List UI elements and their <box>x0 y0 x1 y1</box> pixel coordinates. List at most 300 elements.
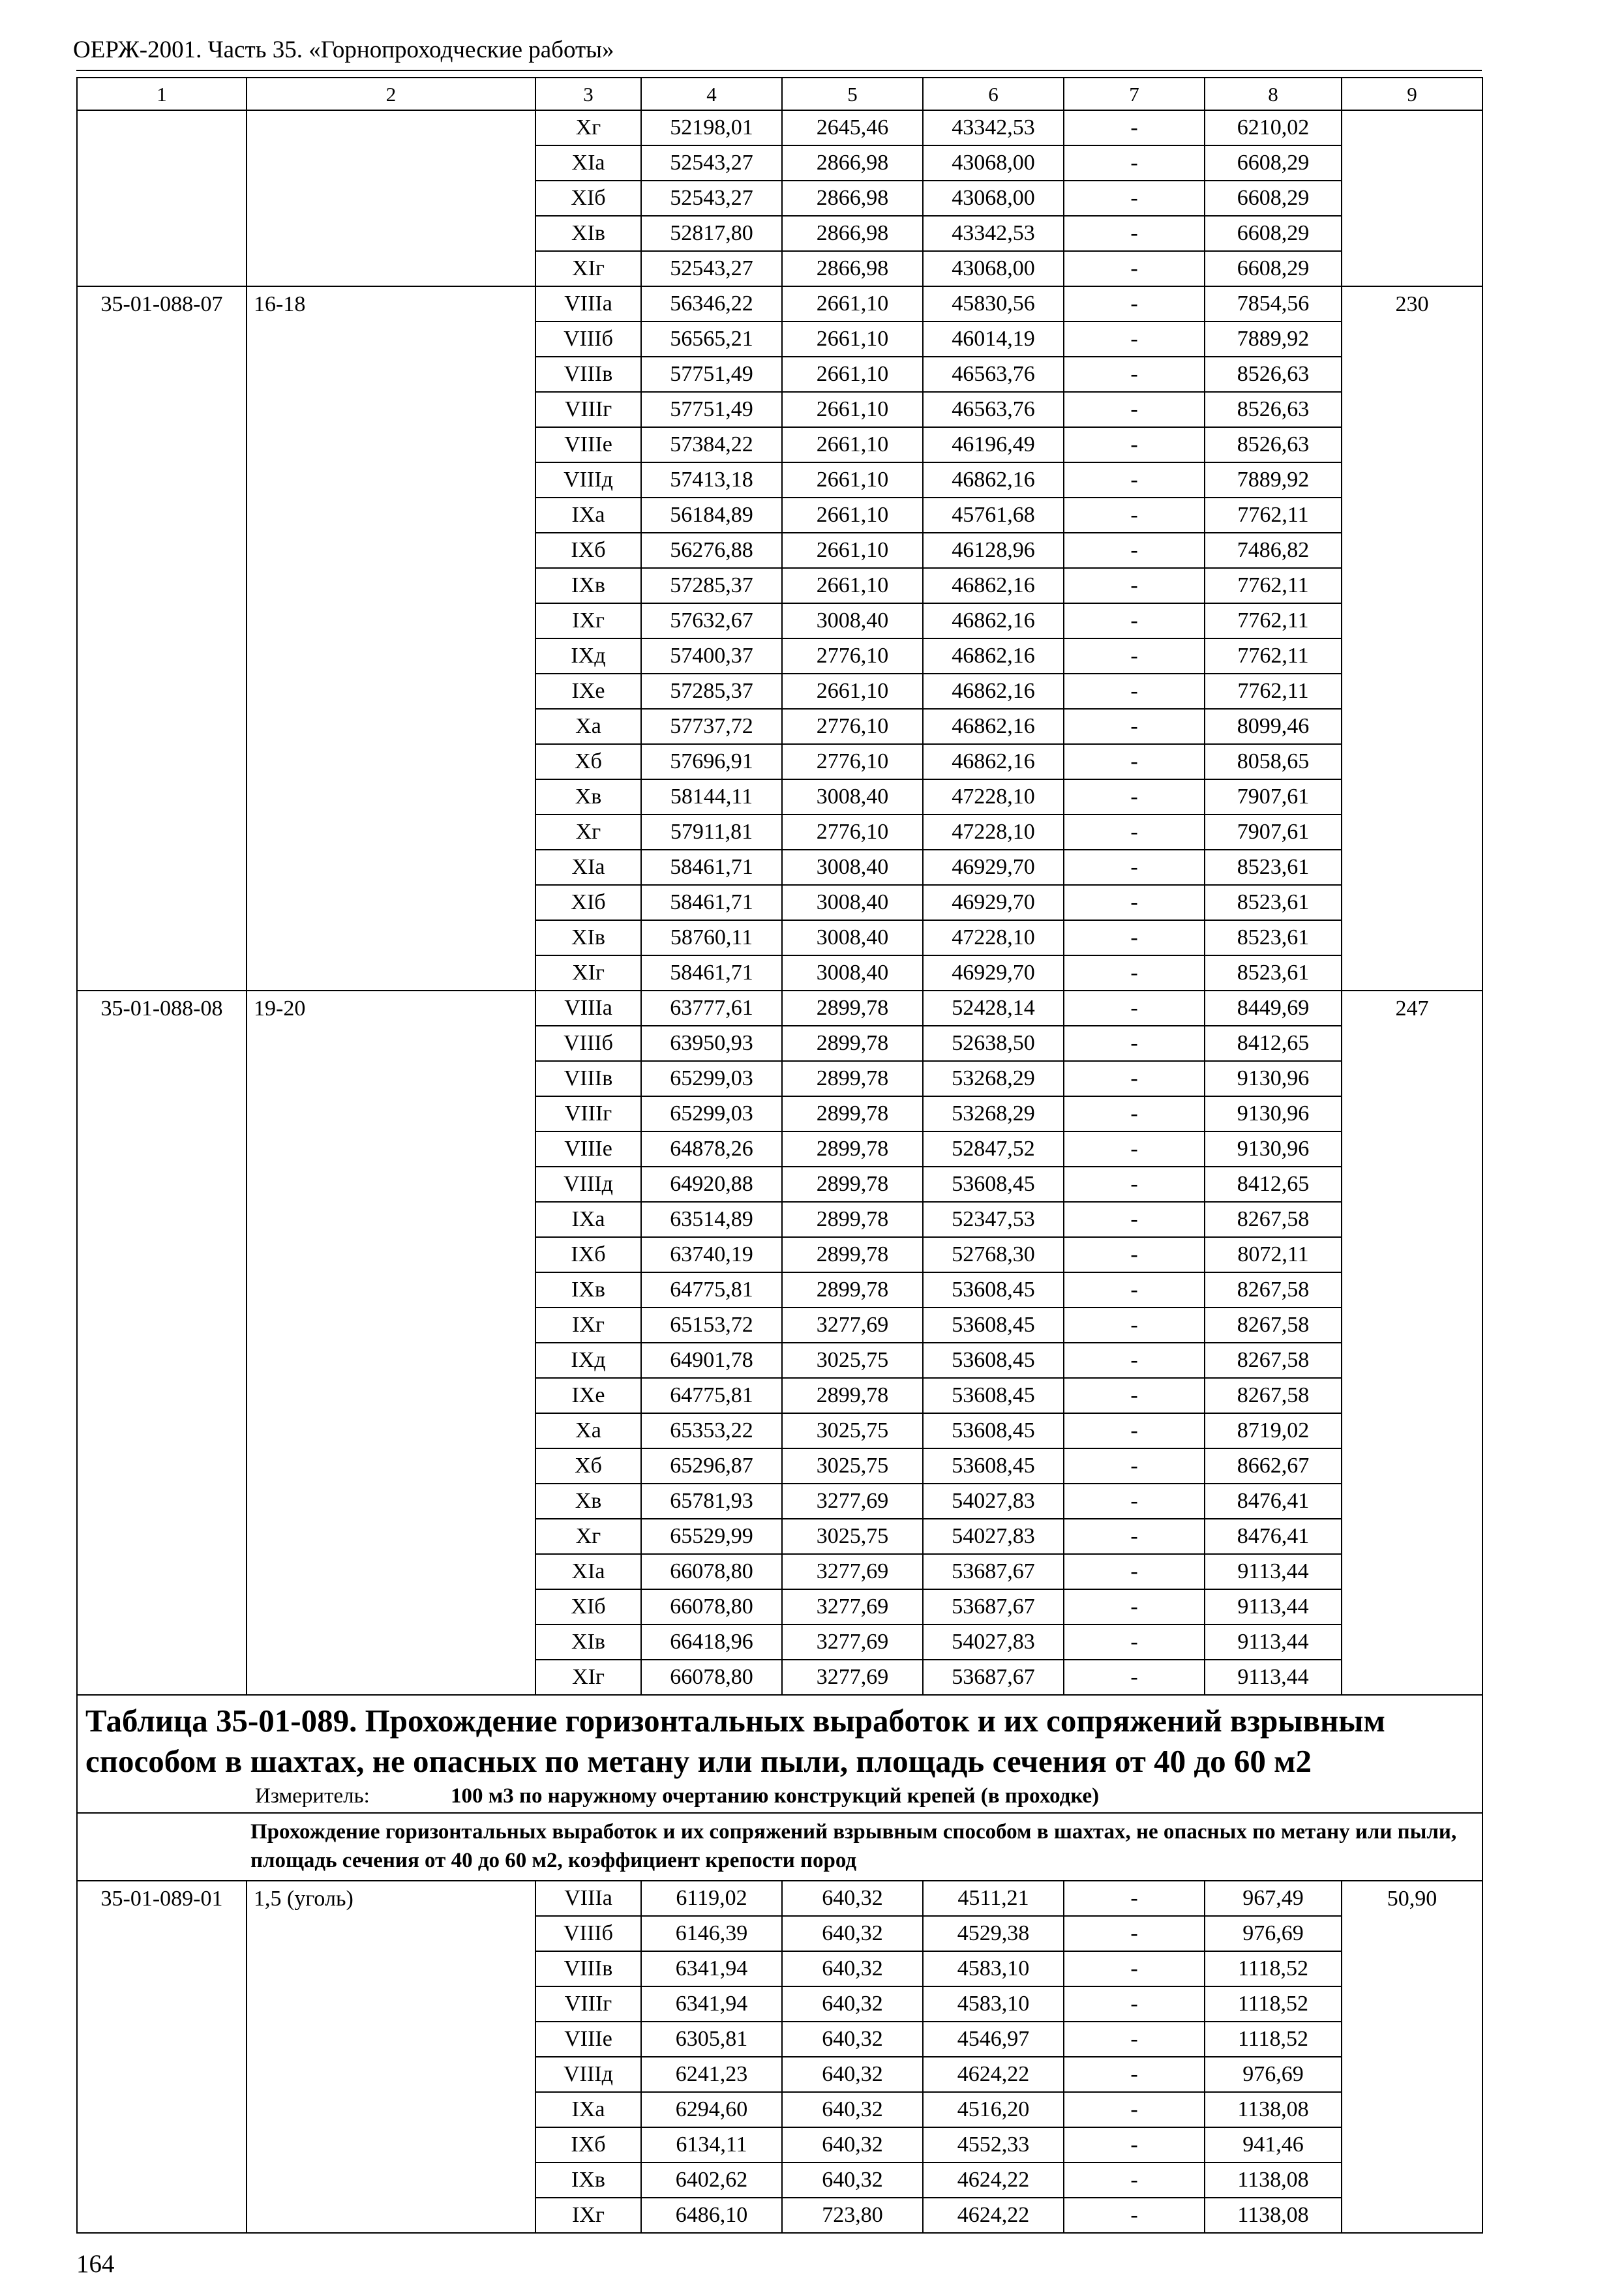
materials-cell: 976,69 <box>1205 2057 1342 2092</box>
materials-cell: 8662,67 <box>1205 1448 1342 1484</box>
wages-cell: 3277,69 <box>782 1484 923 1519</box>
labor-cost <box>1342 110 1482 286</box>
driver-wages-cell: - <box>1064 1484 1205 1519</box>
materials-cell: 8476,41 <box>1205 1484 1342 1519</box>
driver-wages-cell: - <box>1064 991 1205 1026</box>
total-cost-cell: 65781,93 <box>641 1484 782 1519</box>
wages-cell: 3277,69 <box>782 1660 923 1695</box>
wages-cell: 2899,78 <box>782 1061 923 1096</box>
total-cost-cell: 58461,71 <box>641 955 782 991</box>
driver-wages-cell: - <box>1064 638 1205 674</box>
machines-cell: 53608,45 <box>923 1272 1064 1308</box>
rate-code <box>77 110 247 286</box>
driver-wages-cell: - <box>1064 709 1205 744</box>
materials-cell: 8412,65 <box>1205 1026 1342 1061</box>
materials-cell: 8267,58 <box>1205 1308 1342 1343</box>
region-cell: IXб <box>535 2127 641 2162</box>
rock-hardness: 1,5 (уголь) <box>247 1881 535 2233</box>
region-cell: XIг <box>535 955 641 991</box>
table-row <box>77 110 1482 145</box>
region-cell: IXв <box>535 568 641 603</box>
region-cell: VIIIб <box>535 1916 641 1951</box>
machines-cell: 54027,83 <box>923 1624 1064 1660</box>
region-cell: XIа <box>535 1554 641 1589</box>
materials-cell: 9130,96 <box>1205 1061 1342 1096</box>
wages-cell: 640,32 <box>782 2127 923 2162</box>
column-number: 9 <box>1342 78 1482 110</box>
materials-cell: 941,46 <box>1205 2127 1342 2162</box>
driver-wages-cell: - <box>1064 1378 1205 1413</box>
column-number: 1 <box>77 78 247 110</box>
driver-wages-cell: - <box>1064 392 1205 427</box>
machines-cell: 45830,56 <box>923 286 1064 322</box>
machines-cell: 46862,16 <box>923 462 1064 498</box>
region-cell: Xг <box>535 110 641 145</box>
materials-cell: 8267,58 <box>1205 1272 1342 1308</box>
materials-cell: 7762,11 <box>1205 638 1342 674</box>
materials-cell: 1138,08 <box>1205 2162 1342 2198</box>
machines-cell: 54027,83 <box>923 1484 1064 1519</box>
region-cell: IXе <box>535 1378 641 1413</box>
total-cost-cell: 6341,94 <box>641 1986 782 2022</box>
wages-cell: 2661,10 <box>782 533 923 568</box>
machines-cell: 46563,76 <box>923 392 1064 427</box>
materials-cell: 7762,11 <box>1205 498 1342 533</box>
machines-cell: 43342,53 <box>923 110 1064 145</box>
materials-cell: 7907,61 <box>1205 815 1342 850</box>
labor-cost: 247 <box>1342 991 1482 1695</box>
table-title-cell <box>77 1695 1482 1813</box>
wages-cell: 3025,75 <box>782 1448 923 1484</box>
driver-wages-cell: - <box>1064 1881 1205 1916</box>
materials-cell: 8523,61 <box>1205 920 1342 955</box>
driver-wages-cell: - <box>1064 920 1205 955</box>
header-rule <box>76 70 1482 71</box>
total-cost-cell: 66078,80 <box>641 1660 782 1695</box>
materials-cell: 976,69 <box>1205 1916 1342 1951</box>
machines-cell: 46862,16 <box>923 603 1064 638</box>
driver-wages-cell: - <box>1064 2022 1205 2057</box>
region-cell: VIIIе <box>535 427 641 462</box>
meter-value: 100 м3 по наружному очертанию конструкций крепей (в проходке) <box>451 1784 1100 1808</box>
machines-cell: 45761,68 <box>923 498 1064 533</box>
page-number: 164 <box>76 2250 115 2278</box>
machines-cell: 53608,45 <box>923 1413 1064 1448</box>
materials-cell: 8267,58 <box>1205 1202 1342 1237</box>
driver-wages-cell: - <box>1064 2127 1205 2162</box>
machines-cell: 43068,00 <box>923 181 1064 216</box>
driver-wages-cell: - <box>1064 1554 1205 1589</box>
machines-cell: 53687,67 <box>923 1589 1064 1624</box>
column-number: 5 <box>782 78 923 110</box>
machines-cell: 46862,16 <box>923 638 1064 674</box>
total-cost-cell: 58461,71 <box>641 885 782 920</box>
driver-wages-cell: - <box>1064 1660 1205 1695</box>
materials-cell: 8523,61 <box>1205 885 1342 920</box>
total-cost-cell: 57413,18 <box>641 462 782 498</box>
materials-cell: 7907,61 <box>1205 779 1342 815</box>
materials-cell: 1118,52 <box>1205 1986 1342 2022</box>
wages-cell: 640,32 <box>782 1881 923 1916</box>
region-cell: VIIIг <box>535 1096 641 1131</box>
machines-cell: 46014,19 <box>923 322 1064 357</box>
materials-cell: 8412,65 <box>1205 1167 1342 1202</box>
wages-cell: 3277,69 <box>782 1589 923 1624</box>
region-cell: XIб <box>535 885 641 920</box>
region-cell: XIв <box>535 216 641 251</box>
column-number: 7 <box>1064 78 1205 110</box>
driver-wages-cell: - <box>1064 1026 1205 1061</box>
wages-cell: 2866,98 <box>782 145 923 181</box>
column-number: 6 <box>923 78 1064 110</box>
total-cost-cell: 65299,03 <box>641 1061 782 1096</box>
wages-cell: 2866,98 <box>782 216 923 251</box>
region-cell: VIIIб <box>535 1026 641 1061</box>
machines-cell: 53608,45 <box>923 1378 1064 1413</box>
machines-cell: 46128,96 <box>923 533 1064 568</box>
total-cost-cell: 64920,88 <box>641 1167 782 1202</box>
table-description: Прохождение горизонтальных выработок и их сопряжений взрывным способом в шахтах, не опасных по метану или пыли, площадь сечения от 40 до 60 м2, коэффициент крепости пород <box>77 1813 1482 1881</box>
total-cost-cell: 58144,11 <box>641 779 782 815</box>
region-cell: VIIIг <box>535 1986 641 2022</box>
materials-cell: 8449,69 <box>1205 991 1342 1026</box>
driver-wages-cell: - <box>1064 1413 1205 1448</box>
total-cost-cell: 6146,39 <box>641 1916 782 1951</box>
column-number: 4 <box>641 78 782 110</box>
region-cell: VIIIа <box>535 1881 641 1916</box>
machines-cell: 54027,83 <box>923 1519 1064 1554</box>
table-row <box>77 991 1482 1026</box>
rate-code: 35-01-089-01 <box>77 1881 247 2233</box>
wages-cell: 3025,75 <box>782 1413 923 1448</box>
total-cost-cell: 6134,11 <box>641 2127 782 2162</box>
region-cell: Xб <box>535 744 641 779</box>
materials-cell: 6210,02 <box>1205 110 1342 145</box>
total-cost-cell: 64878,26 <box>641 1131 782 1167</box>
wages-cell: 3008,40 <box>782 603 923 638</box>
driver-wages-cell: - <box>1064 850 1205 885</box>
materials-cell: 1138,08 <box>1205 2198 1342 2233</box>
wages-cell: 2661,10 <box>782 286 923 322</box>
materials-cell: 8523,61 <box>1205 850 1342 885</box>
materials-cell: 8526,63 <box>1205 357 1342 392</box>
materials-cell: 1118,52 <box>1205 2022 1342 2057</box>
total-cost-cell: 57737,72 <box>641 709 782 744</box>
region-cell: VIIIг <box>535 392 641 427</box>
rock-hardness: 16-18 <box>247 286 535 991</box>
materials-cell: 8267,58 <box>1205 1378 1342 1413</box>
region-cell: IXв <box>535 2162 641 2198</box>
materials-cell: 6608,29 <box>1205 216 1342 251</box>
materials-cell: 9113,44 <box>1205 1624 1342 1660</box>
driver-wages-cell: - <box>1064 1308 1205 1343</box>
wages-cell: 2899,78 <box>782 1131 923 1167</box>
wages-cell: 2899,78 <box>782 1237 923 1272</box>
driver-wages-cell: - <box>1064 1519 1205 1554</box>
wages-cell: 2776,10 <box>782 709 923 744</box>
materials-cell: 8526,63 <box>1205 392 1342 427</box>
rates-table <box>76 77 1483 2234</box>
driver-wages-cell: - <box>1064 1202 1205 1237</box>
driver-wages-cell: - <box>1064 885 1205 920</box>
region-cell: XIа <box>535 145 641 181</box>
machines-cell: 4624,22 <box>923 2198 1064 2233</box>
wages-cell: 2899,78 <box>782 1272 923 1308</box>
machines-cell: 53608,45 <box>923 1167 1064 1202</box>
machines-cell: 46862,16 <box>923 674 1064 709</box>
wages-cell: 2661,10 <box>782 427 923 462</box>
materials-cell: 9130,96 <box>1205 1131 1342 1167</box>
total-cost-cell: 6486,10 <box>641 2198 782 2233</box>
driver-wages-cell: - <box>1064 815 1205 850</box>
region-cell: XIг <box>535 1660 641 1695</box>
driver-wages-cell: - <box>1064 181 1205 216</box>
region-cell: VIIIе <box>535 2022 641 2057</box>
materials-cell: 7762,11 <box>1205 674 1342 709</box>
materials-cell: 6608,29 <box>1205 251 1342 286</box>
wages-cell: 2661,10 <box>782 462 923 498</box>
total-cost-cell: 63777,61 <box>641 991 782 1026</box>
region-cell: IXд <box>535 1343 641 1378</box>
total-cost-cell: 65529,99 <box>641 1519 782 1554</box>
total-cost-cell: 6305,81 <box>641 2022 782 2057</box>
region-cell: Xа <box>535 1413 641 1448</box>
table-row <box>77 1881 1482 1916</box>
machines-cell: 4624,22 <box>923 2162 1064 2198</box>
driver-wages-cell: - <box>1064 357 1205 392</box>
total-cost-cell: 63950,93 <box>641 1026 782 1061</box>
machines-cell: 43068,00 <box>923 145 1064 181</box>
table-description-row <box>77 1813 1482 1881</box>
driver-wages-cell: - <box>1064 1448 1205 1484</box>
materials-cell: 7762,11 <box>1205 568 1342 603</box>
total-cost-cell: 65353,22 <box>641 1413 782 1448</box>
machines-cell: 4583,10 <box>923 1986 1064 2022</box>
wages-cell: 2661,10 <box>782 674 923 709</box>
region-cell: IXа <box>535 498 641 533</box>
driver-wages-cell: - <box>1064 533 1205 568</box>
wages-cell: 640,32 <box>782 2057 923 2092</box>
machines-cell: 46929,70 <box>923 955 1064 991</box>
column-number: 8 <box>1205 78 1342 110</box>
driver-wages-cell: - <box>1064 1061 1205 1096</box>
region-cell: XIв <box>535 920 641 955</box>
driver-wages-cell: - <box>1064 1916 1205 1951</box>
machines-cell: 46862,16 <box>923 744 1064 779</box>
machines-cell: 53687,67 <box>923 1660 1064 1695</box>
driver-wages-cell: - <box>1064 955 1205 991</box>
machines-cell: 53608,45 <box>923 1448 1064 1484</box>
driver-wages-cell: - <box>1064 2162 1205 2198</box>
driver-wages-cell: - <box>1064 744 1205 779</box>
wages-cell: 3008,40 <box>782 885 923 920</box>
wages-cell: 3008,40 <box>782 850 923 885</box>
machines-cell: 46563,76 <box>923 357 1064 392</box>
wages-cell: 640,32 <box>782 1916 923 1951</box>
region-cell: Xг <box>535 1519 641 1554</box>
wages-cell: 3025,75 <box>782 1519 923 1554</box>
wages-cell: 640,32 <box>782 2092 923 2127</box>
total-cost-cell: 58461,71 <box>641 850 782 885</box>
wages-cell: 2776,10 <box>782 744 923 779</box>
total-cost-cell: 57751,49 <box>641 357 782 392</box>
region-cell: IXд <box>535 638 641 674</box>
machines-cell: 46862,16 <box>923 568 1064 603</box>
machines-cell: 52847,52 <box>923 1131 1064 1167</box>
total-cost-cell: 56346,22 <box>641 286 782 322</box>
meter-label: Измеритель: <box>255 1784 370 1808</box>
materials-cell: 8099,46 <box>1205 709 1342 744</box>
wages-cell: 2661,10 <box>782 357 923 392</box>
wages-cell: 2866,98 <box>782 251 923 286</box>
region-cell: IXб <box>535 1237 641 1272</box>
wages-cell: 2661,10 <box>782 392 923 427</box>
total-cost-cell: 57285,37 <box>641 674 782 709</box>
driver-wages-cell: - <box>1064 1624 1205 1660</box>
materials-cell: 967,49 <box>1205 1881 1342 1916</box>
wages-cell: 2899,78 <box>782 1167 923 1202</box>
region-cell: Xа <box>535 709 641 744</box>
table-title: Таблица 35-01-089. Прохождение горизонтальных выработок и их сопряжений взрывным способом в шахтах, не опасных по метану или пыли, площадь сечения от 40 до 60 м2 <box>85 1703 1385 1779</box>
driver-wages-cell: - <box>1064 2092 1205 2127</box>
total-cost-cell: 66418,96 <box>641 1624 782 1660</box>
wages-cell: 640,32 <box>782 2022 923 2057</box>
wages-cell: 2776,10 <box>782 815 923 850</box>
rate-code: 35-01-088-07 <box>77 286 247 991</box>
materials-cell: 9113,44 <box>1205 1589 1342 1624</box>
total-cost-cell: 64775,81 <box>641 1378 782 1413</box>
total-cost-cell: 52198,01 <box>641 110 782 145</box>
wages-cell: 2899,78 <box>782 1096 923 1131</box>
machines-cell: 4624,22 <box>923 2057 1064 2092</box>
total-cost-cell: 56565,21 <box>641 322 782 357</box>
machines-cell: 4516,20 <box>923 2092 1064 2127</box>
materials-cell: 8072,11 <box>1205 1237 1342 1272</box>
materials-cell: 1138,08 <box>1205 2092 1342 2127</box>
driver-wages-cell: - <box>1064 674 1205 709</box>
region-cell: XIа <box>535 850 641 885</box>
machines-cell: 4546,97 <box>923 2022 1064 2057</box>
machines-cell: 47228,10 <box>923 779 1064 815</box>
labor-cost: 230 <box>1342 286 1482 991</box>
rock-hardness <box>247 110 535 286</box>
total-cost-cell: 65299,03 <box>641 1096 782 1131</box>
driver-wages-cell: - <box>1064 1951 1205 1986</box>
region-cell: XIб <box>535 181 641 216</box>
machines-cell: 53608,45 <box>923 1308 1064 1343</box>
total-cost-cell: 52817,80 <box>641 216 782 251</box>
labor-cost: 50,90 <box>1342 1881 1482 2233</box>
machines-cell: 52768,30 <box>923 1237 1064 1272</box>
machines-cell: 43068,00 <box>923 251 1064 286</box>
wages-cell: 3277,69 <box>782 1554 923 1589</box>
rate-code: 35-01-088-08 <box>77 991 247 1695</box>
region-cell: IXе <box>535 674 641 709</box>
wages-cell: 640,32 <box>782 2162 923 2198</box>
driver-wages-cell: - <box>1064 568 1205 603</box>
region-cell: VIIIе <box>535 1131 641 1167</box>
machines-cell: 46929,70 <box>923 850 1064 885</box>
wages-cell: 2899,78 <box>782 991 923 1026</box>
machines-cell: 46196,49 <box>923 427 1064 462</box>
region-cell: VIIIв <box>535 1061 641 1096</box>
machines-cell: 4583,10 <box>923 1951 1064 1986</box>
running-header: ОЕРЖ-2001. Часть 35. «Горнопроходческие работы» <box>73 37 614 63</box>
total-cost-cell: 66078,80 <box>641 1589 782 1624</box>
region-cell: XIб <box>535 1589 641 1624</box>
total-cost-cell: 57384,22 <box>641 427 782 462</box>
wages-cell: 2899,78 <box>782 1202 923 1237</box>
total-cost-cell: 6341,94 <box>641 1951 782 1986</box>
region-cell: IXв <box>535 1272 641 1308</box>
total-cost-cell: 65296,87 <box>641 1448 782 1484</box>
wages-cell: 2661,10 <box>782 498 923 533</box>
wages-cell: 3008,40 <box>782 920 923 955</box>
total-cost-cell: 52543,27 <box>641 251 782 286</box>
wages-cell: 3025,75 <box>782 1343 923 1378</box>
driver-wages-cell: - <box>1064 2057 1205 2092</box>
materials-cell: 1118,52 <box>1205 1951 1342 1986</box>
materials-cell: 7889,92 <box>1205 322 1342 357</box>
region-cell: IXг <box>535 603 641 638</box>
materials-cell: 8719,02 <box>1205 1413 1342 1448</box>
driver-wages-cell: - <box>1064 462 1205 498</box>
total-cost-cell: 57632,67 <box>641 603 782 638</box>
machines-cell: 53608,45 <box>923 1343 1064 1378</box>
wages-cell: 723,80 <box>782 2198 923 2233</box>
region-cell: VIIIд <box>535 1167 641 1202</box>
column-number: 2 <box>247 78 535 110</box>
driver-wages-cell: - <box>1064 286 1205 322</box>
machines-cell: 52347,53 <box>923 1202 1064 1237</box>
materials-cell: 8267,58 <box>1205 1343 1342 1378</box>
wages-cell: 3277,69 <box>782 1624 923 1660</box>
table-title-row <box>77 1695 1482 1813</box>
driver-wages-cell: - <box>1064 216 1205 251</box>
materials-cell: 7889,92 <box>1205 462 1342 498</box>
total-cost-cell: 64775,81 <box>641 1272 782 1308</box>
driver-wages-cell: - <box>1064 1167 1205 1202</box>
total-cost-cell: 6294,60 <box>641 2092 782 2127</box>
region-cell: Xб <box>535 1448 641 1484</box>
machines-cell: 53687,67 <box>923 1554 1064 1589</box>
materials-cell: 6608,29 <box>1205 145 1342 181</box>
region-cell: Xв <box>535 1484 641 1519</box>
driver-wages-cell: - <box>1064 1986 1205 2022</box>
total-cost-cell: 66078,80 <box>641 1554 782 1589</box>
driver-wages-cell: - <box>1064 145 1205 181</box>
wages-cell: 3008,40 <box>782 955 923 991</box>
driver-wages-cell: - <box>1064 427 1205 462</box>
driver-wages-cell: - <box>1064 1343 1205 1378</box>
materials-cell: 7486,82 <box>1205 533 1342 568</box>
driver-wages-cell: - <box>1064 1589 1205 1624</box>
machines-cell: 43342,53 <box>923 216 1064 251</box>
total-cost-cell: 63514,89 <box>641 1202 782 1237</box>
machines-cell: 47228,10 <box>923 920 1064 955</box>
driver-wages-cell: - <box>1064 603 1205 638</box>
wages-cell: 2661,10 <box>782 322 923 357</box>
machines-cell: 46929,70 <box>923 885 1064 920</box>
total-cost-cell: 58760,11 <box>641 920 782 955</box>
wages-cell: 2866,98 <box>782 181 923 216</box>
driver-wages-cell: - <box>1064 498 1205 533</box>
total-cost-cell: 57911,81 <box>641 815 782 850</box>
machines-cell: 4529,38 <box>923 1916 1064 1951</box>
total-cost-cell: 6119,02 <box>641 1881 782 1916</box>
column-number: 3 <box>535 78 641 110</box>
total-cost-cell: 52543,27 <box>641 145 782 181</box>
